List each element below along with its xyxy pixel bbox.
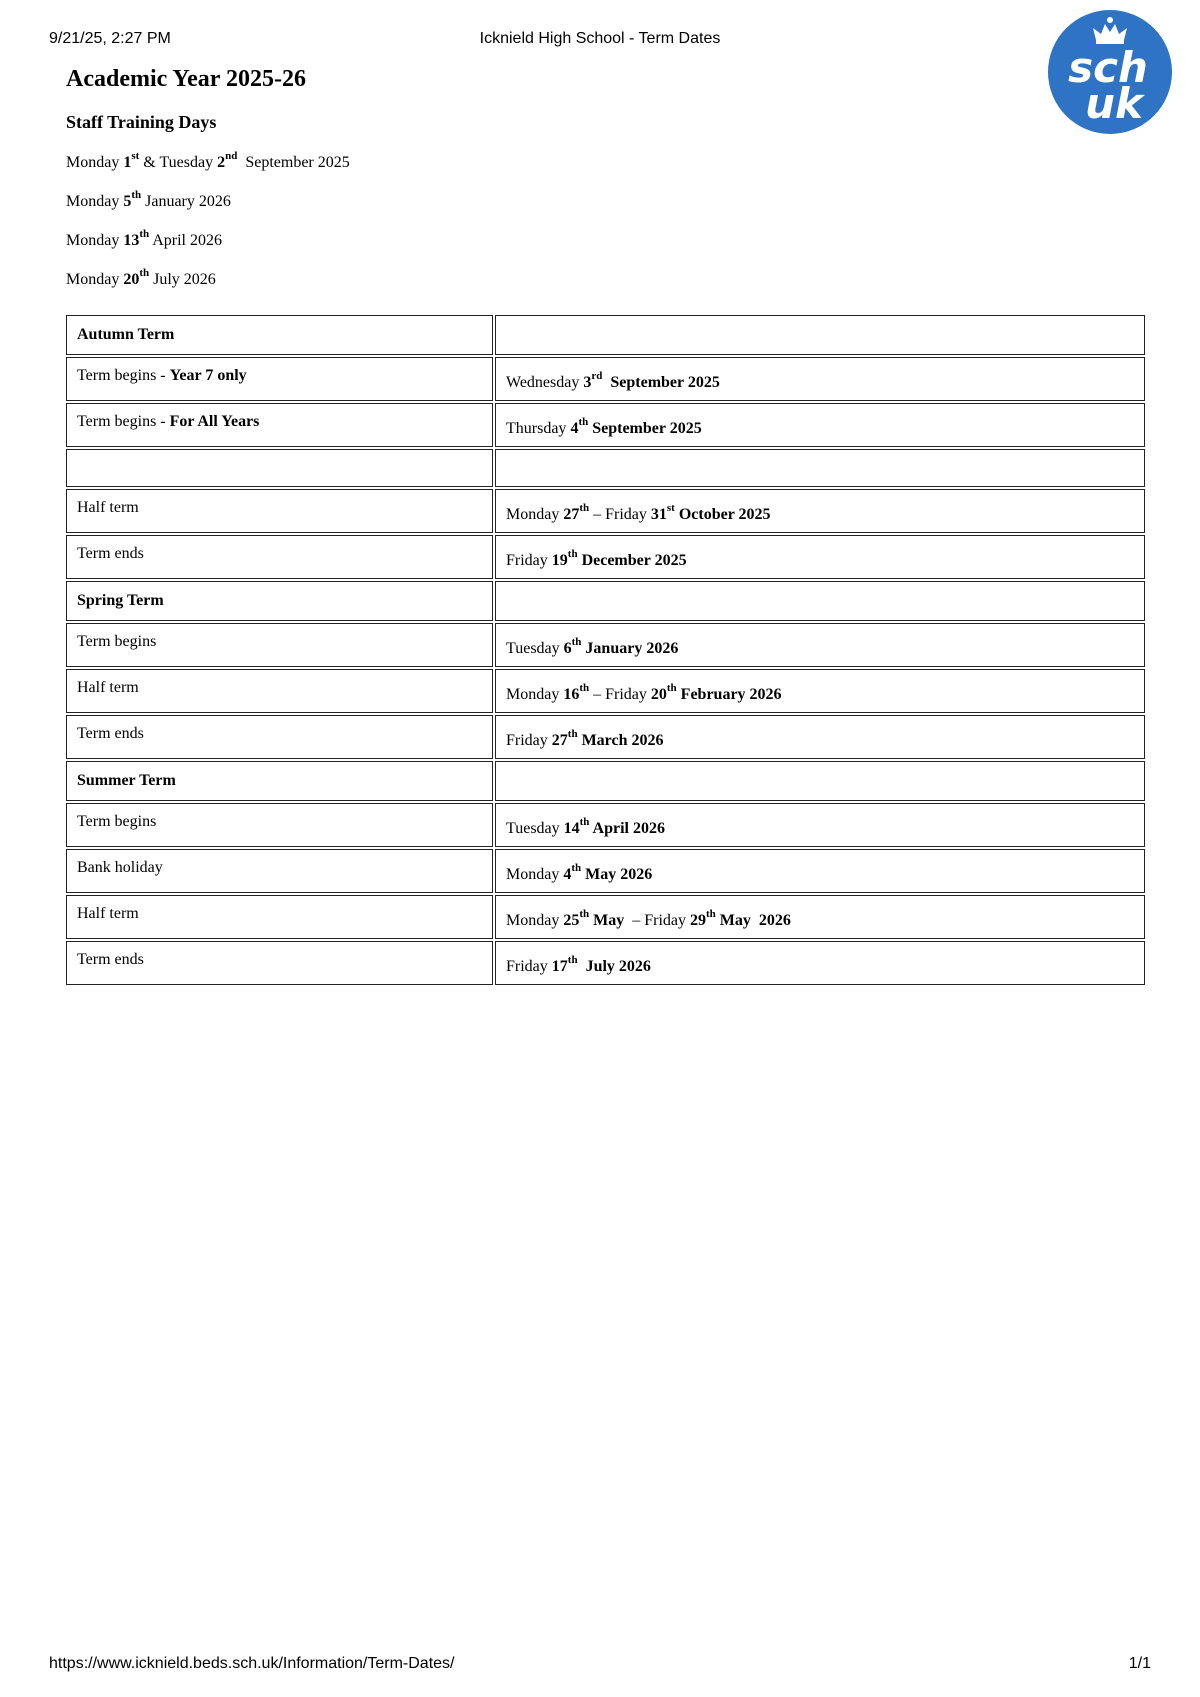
table-row xyxy=(66,849,1145,893)
term-dates-table xyxy=(64,313,1147,987)
row-label: Term begins - Year 7 only xyxy=(66,357,493,401)
table-row xyxy=(66,803,1145,847)
row-value: Monday 25th May – Friday 29th May 2026 xyxy=(495,895,1145,939)
table-row xyxy=(66,761,1145,801)
staff-day-1: Monday 1st & Tuesday 2nd September 2025 xyxy=(66,149,350,171)
row-label: Term ends xyxy=(66,941,493,985)
table-row xyxy=(66,489,1145,533)
row-value: Friday 27th March 2026 xyxy=(495,715,1145,759)
row-label: Half term xyxy=(66,669,493,713)
row-label: Term ends xyxy=(66,715,493,759)
row-value: Friday 17th July 2026 xyxy=(495,941,1145,985)
staff-day-2: Monday 5th January 2026 xyxy=(66,188,231,210)
staff-day-3: Monday 13th April 2026 xyxy=(66,227,222,249)
term-heading-spring: Spring Term xyxy=(66,581,493,621)
table-row xyxy=(66,449,1145,487)
staff-training-list xyxy=(66,143,1151,299)
table-row xyxy=(66,941,1145,985)
row-value: Monday 27th – Friday 31st October 2025 xyxy=(495,489,1145,533)
row-value: Thursday 4th September 2025 xyxy=(495,403,1145,447)
print-page-title: Icknield High School - Term Dates xyxy=(479,30,721,47)
page-title: Academic Year 2025-26 xyxy=(66,66,306,92)
row-label: Half term xyxy=(66,489,493,533)
empty-cell xyxy=(495,761,1145,801)
document-body xyxy=(66,62,1151,987)
row-label: Term ends xyxy=(66,535,493,579)
print-datetime: 9/21/25, 2:27 PM xyxy=(49,30,171,47)
row-label: Bank holiday xyxy=(66,849,493,893)
empty-cell xyxy=(495,449,1145,487)
row-label: Term begins xyxy=(66,623,493,667)
table-row xyxy=(66,895,1145,939)
row-label: Term begins - For All Years xyxy=(66,403,493,447)
staff-training-heading: Staff Training Days xyxy=(66,112,217,132)
page-url: https://www.icknield.beds.sch.uk/Information/Term-Dates/ xyxy=(49,1655,455,1672)
staff-day-4: Monday 20th July 2026 xyxy=(66,266,216,288)
row-value: Monday 16th – Friday 20th February 2026 xyxy=(495,669,1145,713)
row-value: Wednesday 3rd September 2025 xyxy=(495,357,1145,401)
term-heading-autumn: Autumn Term xyxy=(66,315,493,355)
table-row xyxy=(66,357,1145,401)
table-row xyxy=(66,669,1145,713)
term-heading-summer: Summer Term xyxy=(66,761,493,801)
print-header xyxy=(49,30,1151,52)
empty-cell xyxy=(495,315,1145,355)
row-value: Friday 19th December 2025 xyxy=(495,535,1145,579)
print-footer xyxy=(49,1655,1151,1677)
table-row xyxy=(66,623,1145,667)
logo-text-sch: sch xyxy=(1068,43,1148,92)
empty-cell xyxy=(66,449,493,487)
row-label: Half term xyxy=(66,895,493,939)
table-row xyxy=(66,315,1145,355)
row-value: Tuesday 14th April 2026 xyxy=(495,803,1145,847)
page-number: 1/1 xyxy=(1128,1655,1151,1672)
logo-text-uk: uk xyxy=(1085,79,1143,128)
table-row xyxy=(66,715,1145,759)
row-value: Monday 4th May 2026 xyxy=(495,849,1145,893)
table-row xyxy=(66,403,1145,447)
row-label: Term begins xyxy=(66,803,493,847)
table-row xyxy=(66,581,1145,621)
table-row xyxy=(66,535,1145,579)
empty-cell xyxy=(495,581,1145,621)
row-value: Tuesday 6th January 2026 xyxy=(495,623,1145,667)
